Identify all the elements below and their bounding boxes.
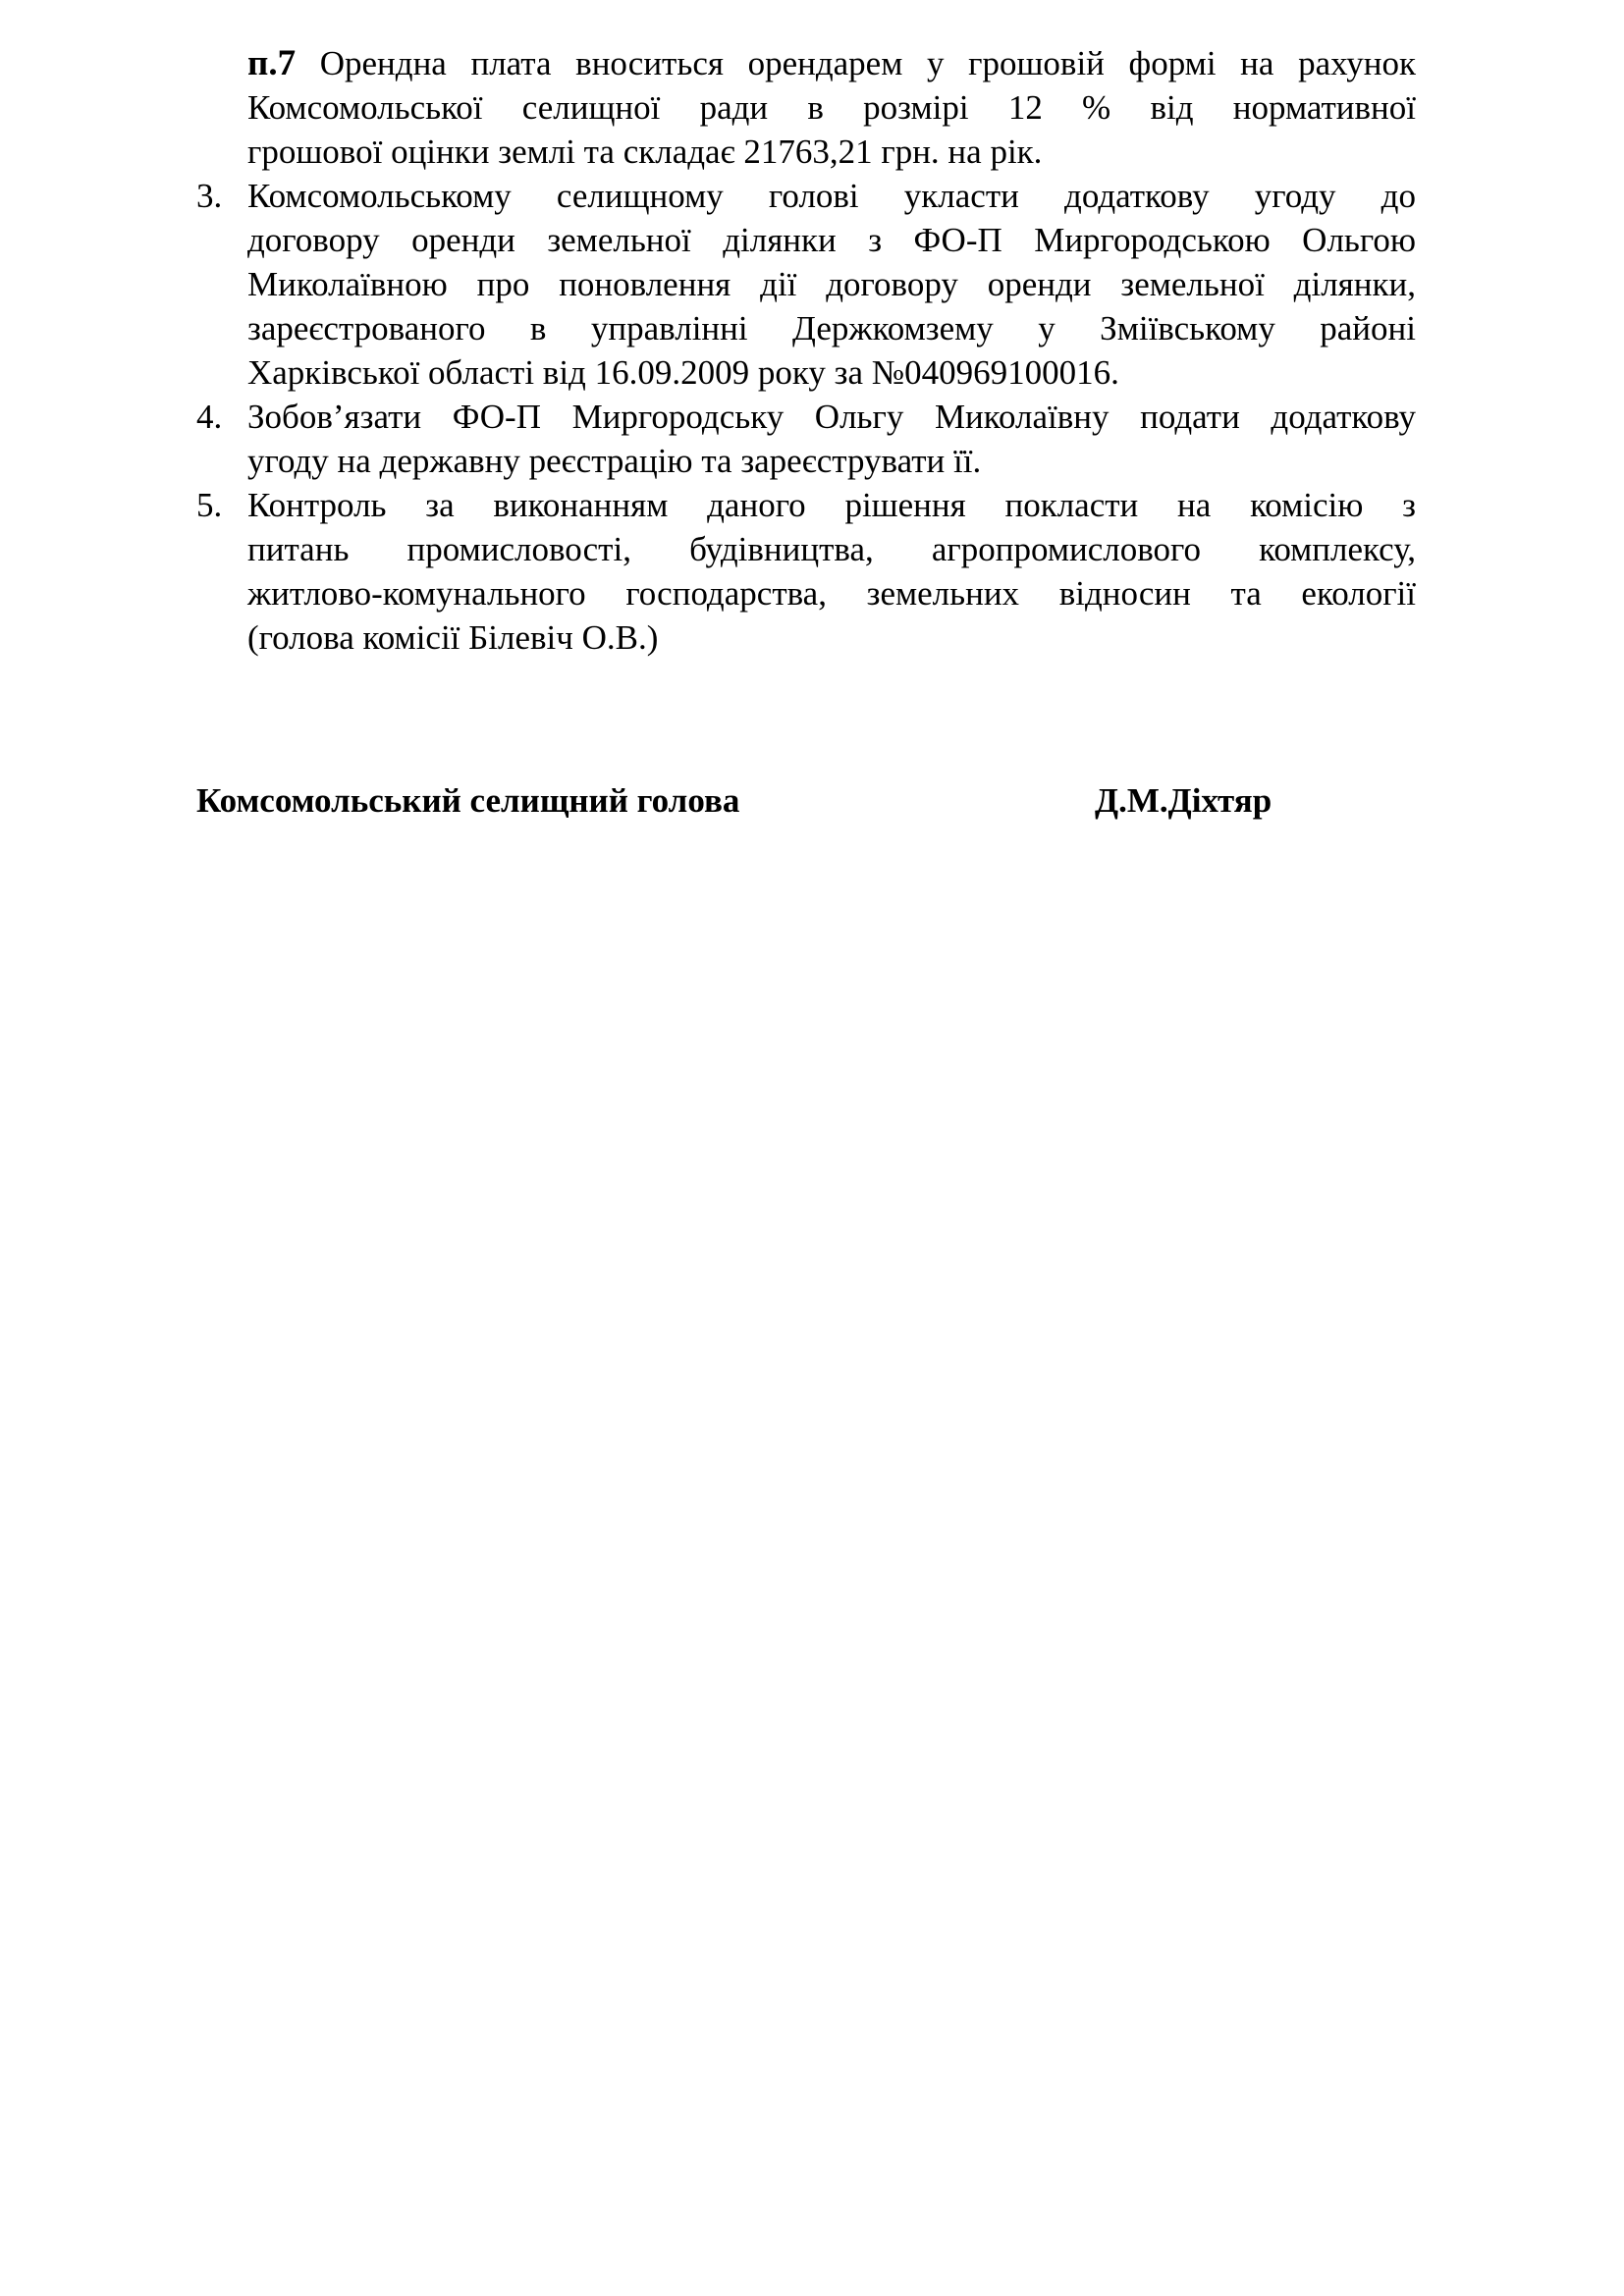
clause-line: Комсомольської селищної ради в розмірі 12 % від нормативної <box>247 88 1416 127</box>
clause-line: Орендна плата вноситься орендарем у грошовій формі на рахунок <box>319 44 1417 82</box>
list-item-line: (голова комісії Білевіч О.В.) <box>247 618 659 657</box>
list-item-text <box>247 174 1416 395</box>
list-item-4 <box>196 395 1416 483</box>
list-item-line: зареєстрованого в управлінні Держкомзему у Зміївському районі <box>247 309 1416 347</box>
list-item-line: Комсомольському селищному голові укласти додаткову угоду до <box>247 177 1416 215</box>
clause-7 <box>247 41 1416 174</box>
document-body <box>196 41 1416 660</box>
list-item-number: 4. <box>196 398 223 436</box>
list-item-line: Зобов’язати ФО-П Миргородську Ольгу Миколаївну подати додаткову <box>247 398 1416 436</box>
list-item-5 <box>196 483 1416 660</box>
signature-name: Д.М.Діхтяр <box>1095 781 1272 820</box>
list-item-line: Контроль за виконанням даного рішення покласти на комісію з <box>247 486 1416 524</box>
clause-label: п.7 <box>247 43 297 83</box>
clause-line: грошової оцінки землі та складає 21763,21 грн. на рік. <box>247 133 1043 171</box>
list-item-number: 5. <box>196 486 223 524</box>
list-item-line: житлово-комунального господарства, земельних відносин та екології <box>247 574 1416 613</box>
list-item-text <box>247 395 1416 483</box>
list-item-number: 3. <box>196 177 223 215</box>
list-item-text <box>247 483 1416 660</box>
list-item-line: Харківської області від 16.09.2009 року за №040969100016. <box>247 353 1119 392</box>
signature-position: Комсомольський селищний голова <box>196 781 740 820</box>
list-item-line: угоду на державну реєстрацію та зареєструвати її. <box>247 442 982 480</box>
list-item-3 <box>196 174 1416 395</box>
list-item-line: Миколаївною про поновлення дії договору оренди земельної ділянки, <box>247 265 1416 303</box>
list-item-line: договору оренди земельної ділянки з ФО-П Миргородською Ольгою <box>247 221 1416 259</box>
list-item-line: питань промисловості, будівництва, агропромислового комплексу, <box>247 530 1416 568</box>
